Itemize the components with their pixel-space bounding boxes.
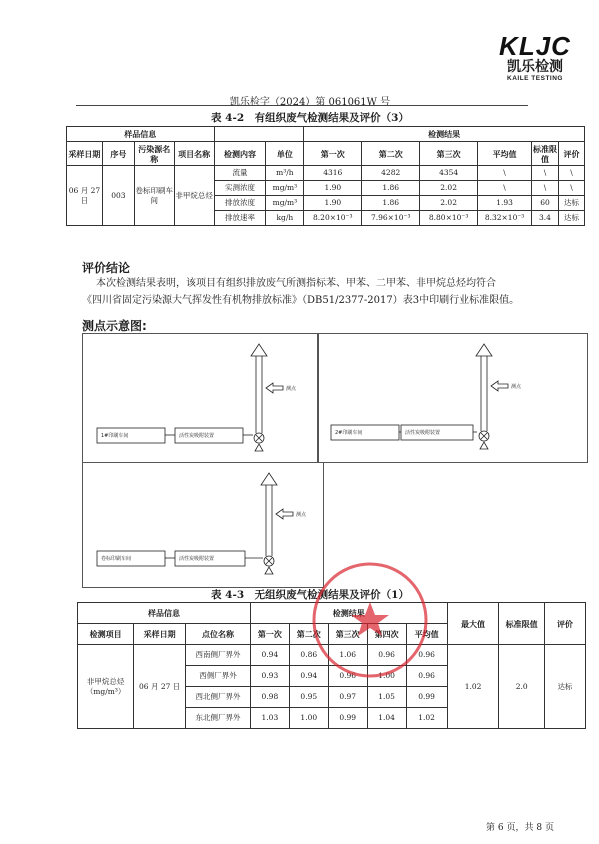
cell: 0.96 bbox=[328, 666, 367, 687]
cell: 0.93 bbox=[250, 666, 289, 687]
cell: 东北侧厂界外 bbox=[186, 708, 251, 729]
sample-date: 06 月 27 日 bbox=[67, 166, 103, 226]
device-label: 活性炭吸附装置 bbox=[179, 556, 215, 562]
standard-limit: 2.0 bbox=[499, 645, 544, 729]
item-name: 非甲烷总烃 bbox=[174, 166, 214, 226]
cell: 2.02 bbox=[420, 196, 478, 211]
group-results: 检测结果 bbox=[304, 127, 585, 142]
cell: 0.96 bbox=[367, 645, 406, 666]
diagram-drawing bbox=[83, 463, 323, 587]
cell: 西南侧厂界外 bbox=[186, 645, 251, 666]
workshop-label: 2#印刷车间 bbox=[335, 430, 363, 436]
cell: 0.95 bbox=[289, 687, 328, 708]
col-header: 检测项目 bbox=[78, 624, 134, 645]
table-4-2 bbox=[66, 126, 585, 226]
col-header: 平均值 bbox=[406, 624, 447, 645]
table-4-3-title: 表 4-3 无组织废气检测结果及评价（1） bbox=[211, 589, 409, 601]
cell: 1.90 bbox=[304, 196, 362, 211]
col-header: 评价 bbox=[558, 142, 584, 166]
col-header: 第三次 bbox=[420, 142, 478, 166]
cell: 0.94 bbox=[289, 666, 328, 687]
cell: \ bbox=[478, 181, 532, 196]
logo-mark: KLJC bbox=[499, 31, 571, 61]
cell: 1.93 bbox=[478, 196, 532, 211]
col-header: 检测内容 bbox=[214, 142, 266, 166]
point-label: 测点 bbox=[511, 384, 522, 390]
header-divider bbox=[76, 105, 528, 106]
document-number: 凯乐检字（2024）第 061061W 号 bbox=[229, 97, 391, 108]
cell: 8.32×10⁻³ bbox=[478, 211, 532, 226]
header-blank bbox=[214, 127, 304, 142]
cell: 0.99 bbox=[328, 708, 367, 729]
device-label: 活性炭吸附装置 bbox=[405, 430, 441, 436]
cell: 0.98 bbox=[250, 687, 289, 708]
col-header: 第一次 bbox=[304, 142, 362, 166]
cell: mg/m³ bbox=[266, 181, 304, 196]
cell: 达标 bbox=[558, 211, 584, 226]
cell: kg/h bbox=[266, 211, 304, 226]
table-4-2-title: 表 4-2 有组织废气检测结果及评价（3） bbox=[211, 112, 409, 124]
col-header: 序号 bbox=[102, 142, 134, 166]
cell: 8.80×10⁻³ bbox=[420, 211, 478, 226]
page-number: 第 6 页，共 8 页 bbox=[486, 823, 554, 833]
evaluation: 达标 bbox=[544, 645, 585, 729]
col-header: 单位 bbox=[266, 142, 304, 166]
cell: 0.96 bbox=[406, 666, 447, 687]
cell: 流量 bbox=[214, 166, 266, 181]
col-header: 第二次 bbox=[362, 142, 420, 166]
group-sample-info: 样品信息 bbox=[78, 603, 251, 624]
diagram-drawing bbox=[319, 334, 587, 462]
sampling-diagram-1 bbox=[82, 333, 318, 463]
cell: 60 bbox=[532, 196, 559, 211]
company-seal bbox=[310, 560, 430, 680]
col-header: 第四次 bbox=[367, 624, 406, 645]
col-header: 点位名称 bbox=[186, 624, 251, 645]
cell: 3.4 bbox=[532, 211, 559, 226]
cell: 4354 bbox=[420, 166, 478, 181]
cell: 1.06 bbox=[328, 645, 367, 666]
cell: 4282 bbox=[362, 166, 420, 181]
conclusion-title: 评价结论 bbox=[82, 261, 131, 275]
cell: 排放速率 bbox=[214, 211, 266, 226]
conclusion-text-2: 《四川省固定污染源大气挥发性有机物排放标准》（DB51/2377-2017）表3中印刷行业标准限值。 bbox=[82, 295, 520, 306]
sample-seq: 003 bbox=[102, 166, 134, 226]
device-label: 活性炭吸附装置 bbox=[179, 433, 215, 439]
cell: \ bbox=[558, 166, 584, 181]
cell: 实测浓度 bbox=[214, 181, 266, 196]
sampling-diagram-2 bbox=[318, 333, 588, 463]
cell: 0.94 bbox=[250, 645, 289, 666]
col-header: 第三次 bbox=[328, 624, 367, 645]
item-name: 非甲烷总烃（mg/m³） bbox=[78, 645, 134, 729]
group-sample-info: 样品信息 bbox=[67, 127, 215, 142]
cell: 4316 bbox=[304, 166, 362, 181]
cell: 0.97 bbox=[328, 687, 367, 708]
cell: 1.02 bbox=[406, 708, 447, 729]
cell: 1.05 bbox=[367, 687, 406, 708]
col-header: 污染源名称 bbox=[134, 142, 174, 166]
company-logo bbox=[495, 33, 575, 88]
cell: 1.86 bbox=[362, 181, 420, 196]
col-header: 项目名称 bbox=[174, 142, 214, 166]
col-header: 评价 bbox=[544, 603, 585, 645]
pollution-source: 卷标印刷车间 bbox=[134, 166, 174, 226]
cell: 1.00 bbox=[367, 666, 406, 687]
cell: m³/h bbox=[266, 166, 304, 181]
cell: \ bbox=[532, 166, 559, 181]
cell: 2.02 bbox=[420, 181, 478, 196]
col-header: 平均值 bbox=[478, 142, 532, 166]
cell: 西北侧厂界外 bbox=[186, 687, 251, 708]
cell: 8.20×10⁻³ bbox=[304, 211, 362, 226]
cell: 1.86 bbox=[362, 196, 420, 211]
cell: 1.00 bbox=[289, 708, 328, 729]
cell: 排放浓度 bbox=[214, 196, 266, 211]
group-results: 检测结果 bbox=[250, 603, 447, 624]
cell: 1.03 bbox=[250, 708, 289, 729]
logo-chinese-name: 凯乐检测 bbox=[507, 59, 563, 75]
cell: \ bbox=[478, 166, 532, 181]
col-header: 第一次 bbox=[250, 624, 289, 645]
table-row bbox=[67, 166, 585, 181]
col-header: 第二次 bbox=[289, 624, 328, 645]
max-value: 1.02 bbox=[447, 645, 499, 729]
diagram-title: 测点示意图: bbox=[82, 319, 147, 333]
cell: 0.86 bbox=[289, 645, 328, 666]
workshop-label: 1#印刷车间 bbox=[101, 433, 129, 439]
cell: 1.04 bbox=[367, 708, 406, 729]
col-header: 最大值 bbox=[447, 603, 499, 645]
col-header: 标准限值 bbox=[533, 143, 557, 164]
workshop-label: 卷标印刷车间 bbox=[101, 556, 132, 562]
cell: \ bbox=[532, 181, 559, 196]
cell: 7.96×10⁻³ bbox=[362, 211, 420, 226]
sampling-diagram-3 bbox=[82, 462, 324, 588]
point-label: 测点 bbox=[286, 386, 297, 392]
sample-date: 06 月 27 日 bbox=[134, 645, 186, 729]
cell: 1.90 bbox=[304, 181, 362, 196]
col-header: 标准限值 bbox=[499, 603, 544, 645]
cell: 0.96 bbox=[406, 645, 447, 666]
col-header: 采样日期 bbox=[134, 624, 186, 645]
cell: \ bbox=[558, 181, 584, 196]
col-header: 采样日期 bbox=[67, 142, 103, 166]
diagram-drawing bbox=[83, 334, 317, 462]
point-label: 测点 bbox=[296, 512, 307, 518]
cell: 达标 bbox=[558, 196, 584, 211]
conclusion-text-1: 本次检测结果表明，该项目有组织排放废气所测指标苯、甲苯、二甲苯、非甲烷总烃均符合 bbox=[96, 278, 496, 289]
cell: 0.99 bbox=[406, 687, 447, 708]
logo-english-name: KAILE TESTING bbox=[507, 75, 563, 82]
cell: 西侧厂界外 bbox=[186, 666, 251, 687]
cell: mg/m³ bbox=[266, 196, 304, 211]
